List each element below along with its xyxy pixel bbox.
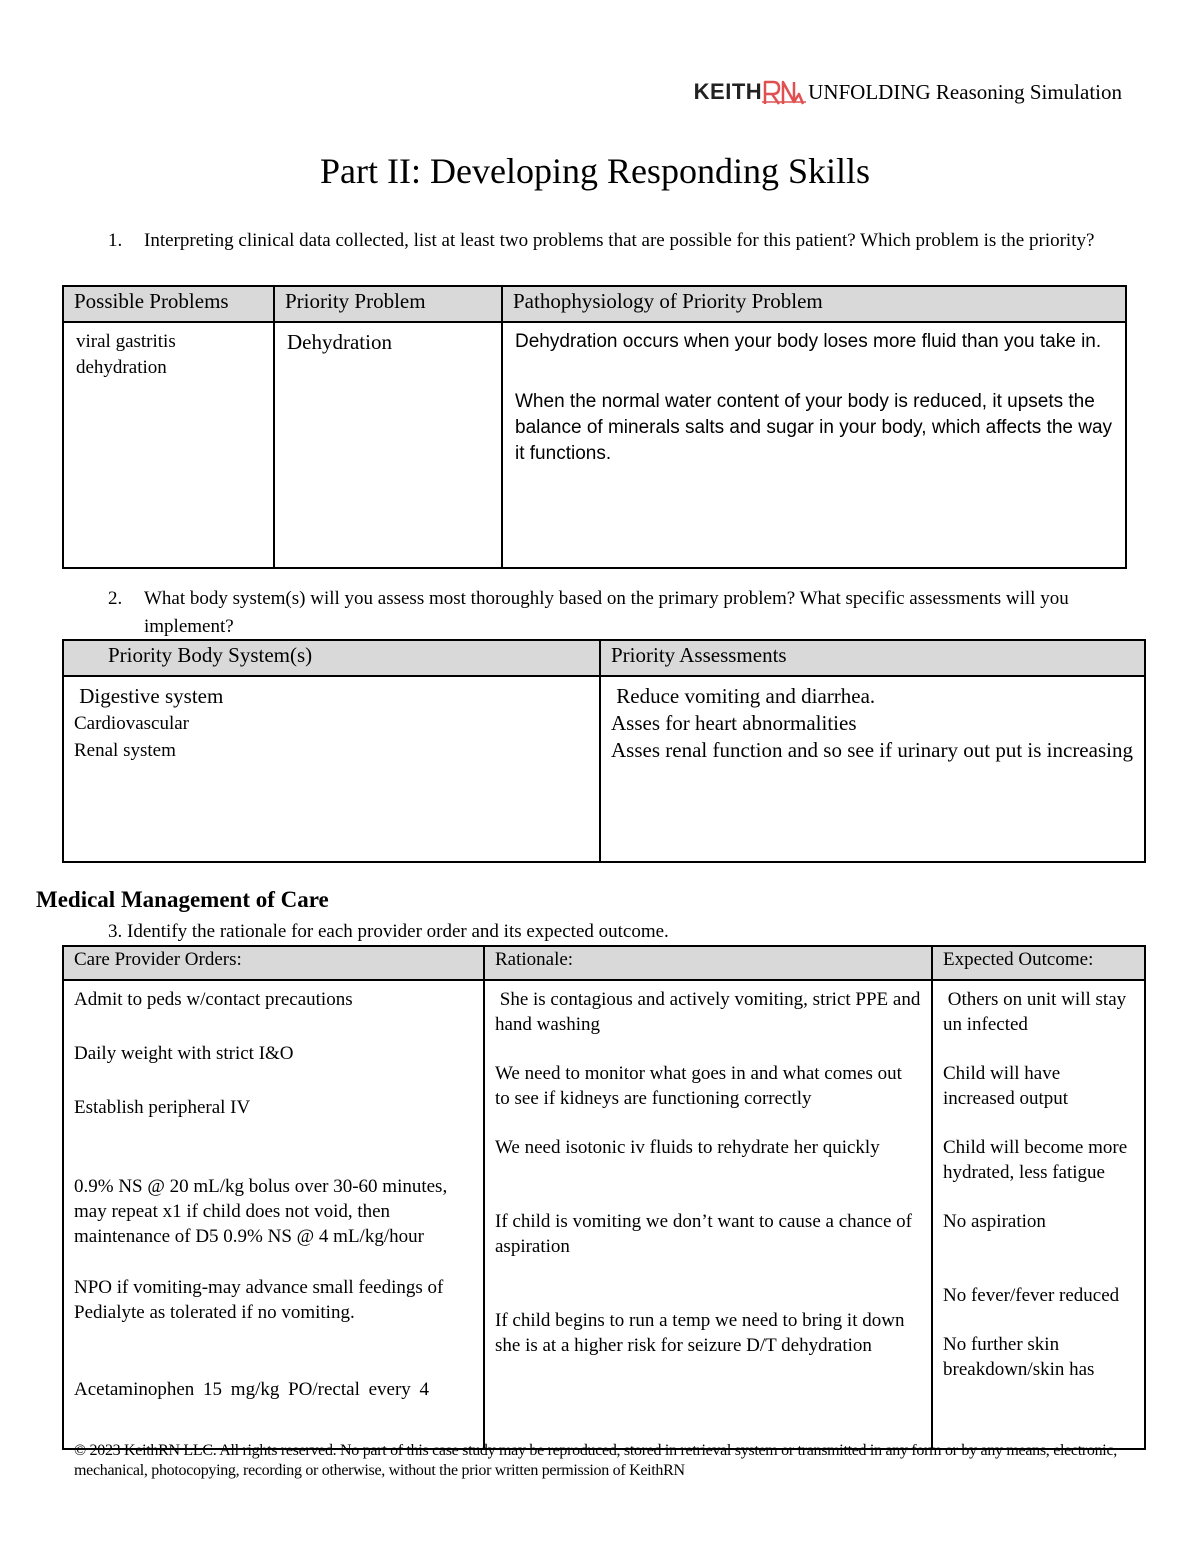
table-row <box>63 322 1126 568</box>
question-3: 3. Identify the rationale for each provider order and its expected outcome. <box>108 921 669 942</box>
question-2-number: 2. <box>108 588 123 609</box>
list-item: Daily weight with strict I&O <box>74 1043 294 1064</box>
list-item: Admit to peds w/contact precautions <box>74 989 353 1010</box>
list-item: We need isotonic iv fluids to rehydrate her quickly <box>495 1137 880 1158</box>
possible-problems-cell[interactable] <box>63 322 274 568</box>
list-item: Child will become more hydrated, less fatigue <box>943 1137 1132 1183</box>
problems-table <box>62 285 1127 569</box>
list-item: No fever/fever reduced <box>943 1285 1120 1306</box>
table-row <box>63 676 1145 862</box>
list-item: She is contagious and actively vomiting, strict PPE and hand washing <box>495 989 926 1035</box>
pathophysiology-paragraph: Dehydration occurs when your body loses more fluid than you take in. <box>515 331 1102 352</box>
question-1-text: Interpreting clinical data collected, list at least two problems that are possible for this patient? Which problem is the priority? <box>144 230 1095 251</box>
page-title: Part II: Developing Responding Skills <box>320 151 870 191</box>
list-item: viral gastritis <box>76 331 176 352</box>
list-item: Digestive system <box>74 684 224 708</box>
page-header <box>694 74 1122 110</box>
keithrn-logo-icon <box>762 74 806 110</box>
question-2 <box>108 585 1118 641</box>
list-item: Cardiovascular <box>74 713 190 734</box>
assessments-cell[interactable] <box>600 676 1145 862</box>
list-item: Acetaminophen 15 mg/kg PO/rectal every 4 <box>74 1379 430 1400</box>
header-title: UNFOLDING Reasoning Simulation <box>808 79 1122 104</box>
table-row <box>63 980 1145 1449</box>
table-header-row <box>63 946 1145 980</box>
question-1-number: 1. <box>108 230 123 251</box>
list-item: If child begins to run a temp we need to bring it down she is at a higher risk for seizure D/T dehydration <box>495 1310 910 1356</box>
question-1 <box>108 227 1098 255</box>
keithrn-logo-text: KEITH <box>693 79 763 104</box>
body-systems-cell[interactable] <box>63 676 600 862</box>
list-item: NPO if vomiting-may advance small feedings of Pedialyte as tolerated if no vomiting. <box>74 1277 449 1323</box>
list-item: Establish peripheral IV <box>74 1097 251 1118</box>
list-item: Others on unit will stay un infected <box>943 989 1131 1035</box>
orders-cell[interactable] <box>63 980 484 1449</box>
list-item: Child will have increased output <box>943 1063 1069 1109</box>
list-item: 0.9% NS @ 20 mL/kg bolus over 30-60 minutes, may repeat x1 if child does not void, then maintenance of D5 0.9% NS @ 4 mL/kg/hour <box>74 1176 452 1247</box>
priority-problem-cell[interactable]: Dehydration <box>274 322 502 568</box>
list-item: Renal system <box>74 740 176 761</box>
table-header-row <box>63 640 1145 676</box>
header-care-provider-orders: Care Provider Orders: <box>63 946 484 980</box>
header-expected-outcome: Expected Outcome: <box>932 946 1145 980</box>
header-priority-assessments: Priority Assessments <box>600 640 1145 676</box>
list-item: Reduce vomiting and diarrhea. <box>611 684 876 708</box>
list-item: No aspiration <box>943 1211 1046 1232</box>
header-pathophysiology: Pathophysiology of Priority Problem <box>502 286 1126 322</box>
copyright-footer: © 2023 KeithRN LLC. All rights reserved. No part of this case study may be reproduced, stored in retrieval system or transmitted in any form or by any means, electronic, mechanical, photocopying, recording or otherwise, without the prior written permission of KeithRN <box>74 1442 1117 1479</box>
question-2-text: What body system(s) will you assess most thoroughly based on the primary problem? What specific assessments will you implement? <box>144 588 1069 637</box>
header-rationale: Rationale: <box>484 946 932 980</box>
expected-outcome-cell[interactable] <box>932 980 1145 1449</box>
table-header-row <box>63 286 1126 322</box>
header-priority-body-systems: Priority Body System(s) <box>63 640 600 676</box>
list-item: No further skin breakdown/skin has <box>943 1334 1095 1380</box>
header-priority-problem: Priority Problem <box>274 286 502 322</box>
orders-table <box>62 945 1146 1450</box>
header-possible-problems: Possible Problems <box>63 286 274 322</box>
list-item: If child is vomiting we don’t want to cause a chance of aspiration <box>495 1211 917 1257</box>
pathophysiology-paragraph: When the normal water content of your body is reduced, it upsets the balance of minerals salts and sugar in your body, which affects the way it functions. <box>515 391 1113 464</box>
list-item: We need to monitor what goes in and what comes out to see if kidneys are functioning correctly <box>495 1063 907 1109</box>
section-heading: Medical Management of Care <box>36 887 329 912</box>
assessment-table <box>62 639 1146 863</box>
rationale-cell[interactable] <box>484 980 932 1449</box>
list-item: Asses renal function and so see if urinary out put is increasing <box>611 738 1133 762</box>
list-item: Asses for heart abnormalities <box>611 711 857 735</box>
list-item: dehydration <box>76 357 167 378</box>
pathophysiology-cell[interactable] <box>502 322 1126 568</box>
